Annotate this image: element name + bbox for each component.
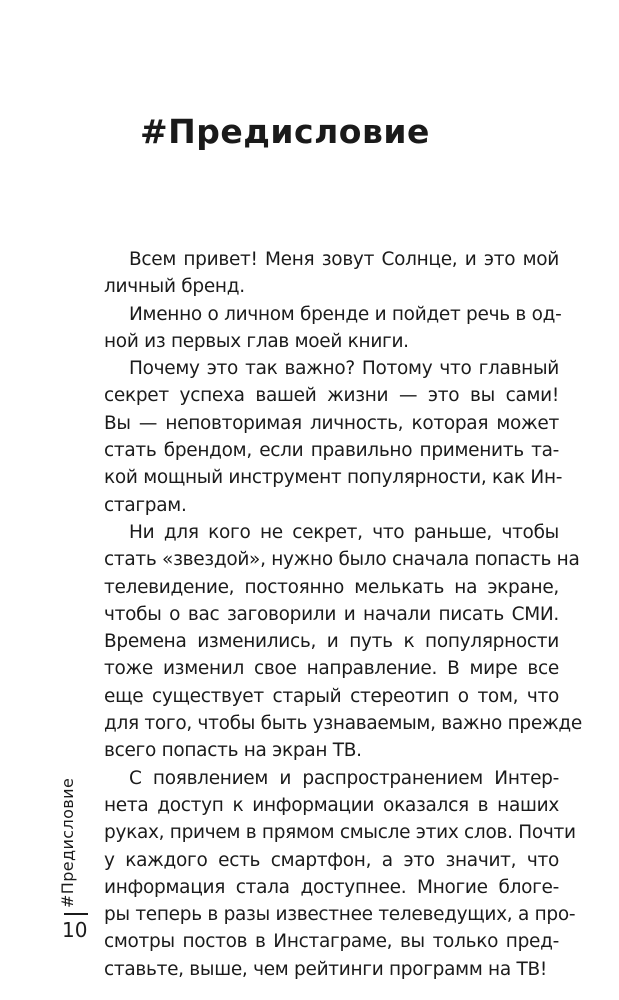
running-header-vertical: #Предисловие	[58, 777, 77, 908]
paragraph-line: у каждого есть смартфон, а это значит, что	[104, 849, 559, 871]
paragraph-line: всего попасть на экран ТВ.	[104, 740, 362, 762]
page-number: 10	[62, 918, 88, 942]
paragraph-line: Ни для кого не секрет, что раньше, чтобы	[129, 521, 559, 543]
paragraph-line: личный бренд.	[104, 276, 245, 298]
paragraph-line: смотры постов в Инстаграме, вы только пред-	[104, 931, 559, 953]
paragraph-line: нета доступ к информации оказался в наших	[104, 794, 559, 816]
paragraph-line: Почему это так важно? Потому что главный	[129, 358, 559, 380]
paragraph-line: ры теперь в разы известнее телеведущих, а про-	[104, 904, 576, 926]
running-header-divider	[64, 913, 88, 915]
paragraph-line: стаграм.	[104, 494, 187, 516]
paragraph-line: С появлением и распространением Интер-	[129, 767, 559, 789]
paragraph-line: Всем привет! Меня зовут Солнце, и это мой	[129, 249, 559, 270]
paragraph-line: Времена изменились, и путь к популярности	[104, 631, 559, 653]
paragraph-line: стать брендом, если правильно применить та-	[104, 440, 559, 462]
paragraph-line: руках, причем в прямом смысле этих слов. Почти	[104, 822, 576, 844]
paragraph-line: чтобы о вас заговорили и начали писать СМИ.	[104, 603, 559, 625]
paragraph-line: секрет успеха вашей жизни — это вы сами!	[104, 385, 559, 407]
paragraph-line: еще существует старый стереотип о том, что	[104, 685, 559, 707]
paragraph-line: тоже изменил свое направление. В мире все	[104, 658, 559, 680]
paragraph-line: для того, чтобы быть узнаваемым, важно прежде	[104, 713, 582, 735]
paragraph-line: ставьте, выше, чем рейтинги программ на ТВ!	[104, 958, 547, 980]
paragraph-line: телевидение, постоянно мелькать на экране,	[104, 576, 559, 598]
paragraph-line: стать «звездой», нужно было сначала попасть на	[104, 549, 580, 571]
body-text	[104, 246, 582, 983]
paragraph-line: Именно о личном бренде и пойдет речь в од-	[129, 303, 562, 325]
paragraph-line: Вы — неповторимая личность, которая может	[104, 412, 559, 434]
paragraph-line: кой мощный инструмент популярности, как Ин-	[104, 467, 563, 489]
chapter-heading: #Предисловие	[140, 112, 430, 151]
paragraph-line: информация стала доступнее. Многие блоге-	[104, 876, 559, 898]
paragraph-line: ной из первых глав моей книги.	[104, 330, 409, 352]
